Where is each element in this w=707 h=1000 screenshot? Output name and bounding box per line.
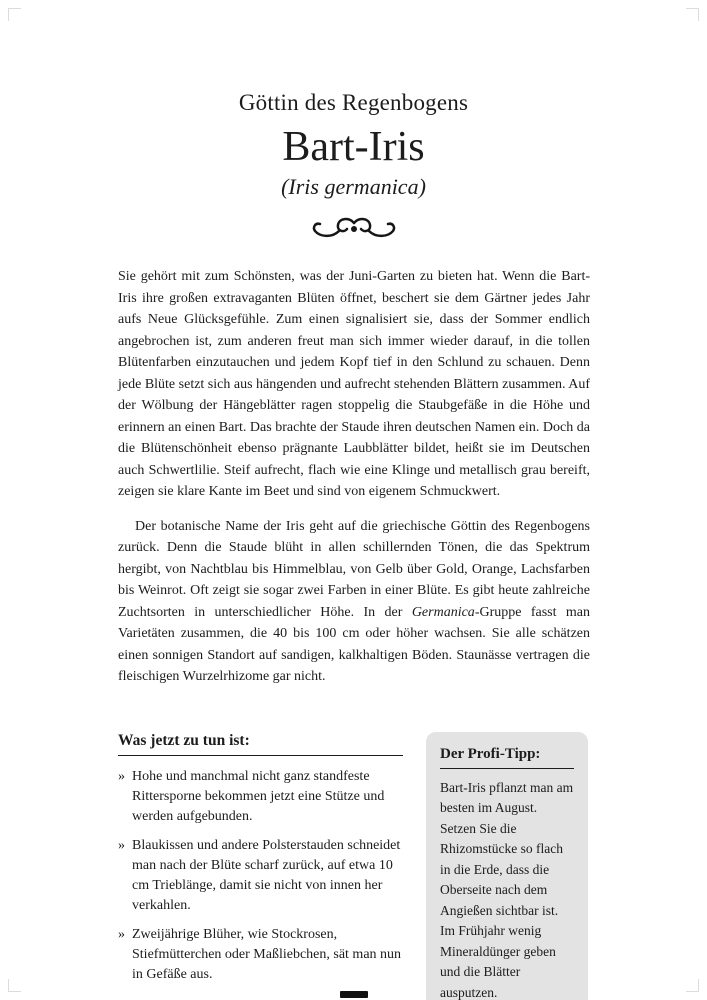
second-paragraph-part-a: Der botanische Name der Iris geht auf die griechische Göttin des Regenbogens zurück. Denn die Staude blüht in allen schillernden Tönen, die das Spektrum hergibt, von Nachtblau bis Himmelblau, von Gelb über Gold, Orange, Lachsfarben bis Weinrot. Oft zeigt sie sogar zwei Farben in einer Blüte. Es gibt heute zahlreiche Zuchtsorten in unterschiedlicher Höhe. In der [118,518,590,620]
crop-mark-top-left [8,8,21,21]
second-paragraph-italic: Germanica [411,604,475,620]
todo-item-text: Zweijährige Blüher, wie Stockrosen, Stiefmütterchen oder Maßliebchen, sät man nun in Gefäße aus. [132,926,402,983]
guillemet-bullet-icon: » [118,768,125,784]
crop-mark-top-right [686,8,699,21]
second-paragraph-part-b: -Gruppe fasst man Varietäten zusammen, die 40 bis 100 cm oder höher wachsen. Sie alle schätzen einen sonnigen Standort auf sandigen, kalkhaltigen Böden. Staunässe vertragen die fleischigen Wurzelrhizome gar nicht. [118,604,590,685]
second-paragraph [118,516,590,688]
page-bottom-mark [340,991,368,998]
todo-item-text: Hohe und manchmal nicht ganz standfeste Rittersporne bekommen jetzt eine Stütze und werden aufgebunden. [132,768,385,825]
body-text-column [118,266,590,688]
list-item [118,836,403,917]
latin-name-subtitle: (Iris germanica) [281,174,426,200]
kicker-heading: Göttin des Regenbogens [238,90,469,115]
guillemet-bullet-icon: » [118,837,125,853]
todo-list [118,767,403,986]
list-item [118,925,403,986]
todo-item-text: Blaukissen und andere Polsterstauden schneidet man nach der Blüte scharf zurück, auf etwa 10 cm Trieblänge, damit sie nicht von innen her verkahlen. [132,837,401,914]
crop-mark-bottom-right [686,979,699,992]
todo-heading: Was jetzt zu tun ist: [118,732,403,756]
pro-tip-body: Bart-Iris pflanzt man am besten im August. Setzen Sie die Rhizomstücke so flach in die Erde, dass die Oberseite nach dem Angießen sichtbar ist. Im Frühjahr wenig Mineraldünger geben und die Blätter ausputzen. [440,779,574,1000]
bottom-section [118,732,590,1000]
guillemet-bullet-icon: » [118,926,125,942]
list-item [118,767,403,828]
pro-tip-box [426,732,588,1000]
pro-tip-heading: Der Profi-Tipp: [440,746,574,769]
intro-paragraph: Sie gehört mit zum Schönsten, was der Juni-Garten zu bieten hat. Wenn die Bart-Iris ihre großen extravaganten Blüten öffnet, beschert sie dem Gärtner jedes Jahr aufs Neue Glücksgefühle. Zum einen signalisiert sie, dass der Sommer endlich angebrochen ist, zum anderen freut man sich immer wieder darauf, in die tollen Blütenfarben einzutauchen und jedem Kopf tief in den Schlund zu schauen. Denn jede Blüte setzt sich aus hängenden und aufrecht stehenden Blättern zusammen. Auf der Wölbung der Hängeblätter ragen stoppelig die Staubgefäße in die Höhe und erinnern an einen Bart. Das brachte der Staude ihren deutschen Namen ein. Doch da die Blütenschönheit ebenso prägnante Laubblätter bildet, heißt sie im Deutschen auch Schwertlilie. Steif aufrecht, flach wie eine Klinge und metallisch grau bereift, zeigen sie klare Kante im Beet und sind von eigenem Schmuckwert. [118,269,590,500]
todo-column [118,732,403,994]
crop-mark-bottom-left [8,979,21,992]
title-block [0,0,707,240]
page-title: Bart-Iris [282,124,425,170]
fleuron-ornament-icon [0,216,707,240]
